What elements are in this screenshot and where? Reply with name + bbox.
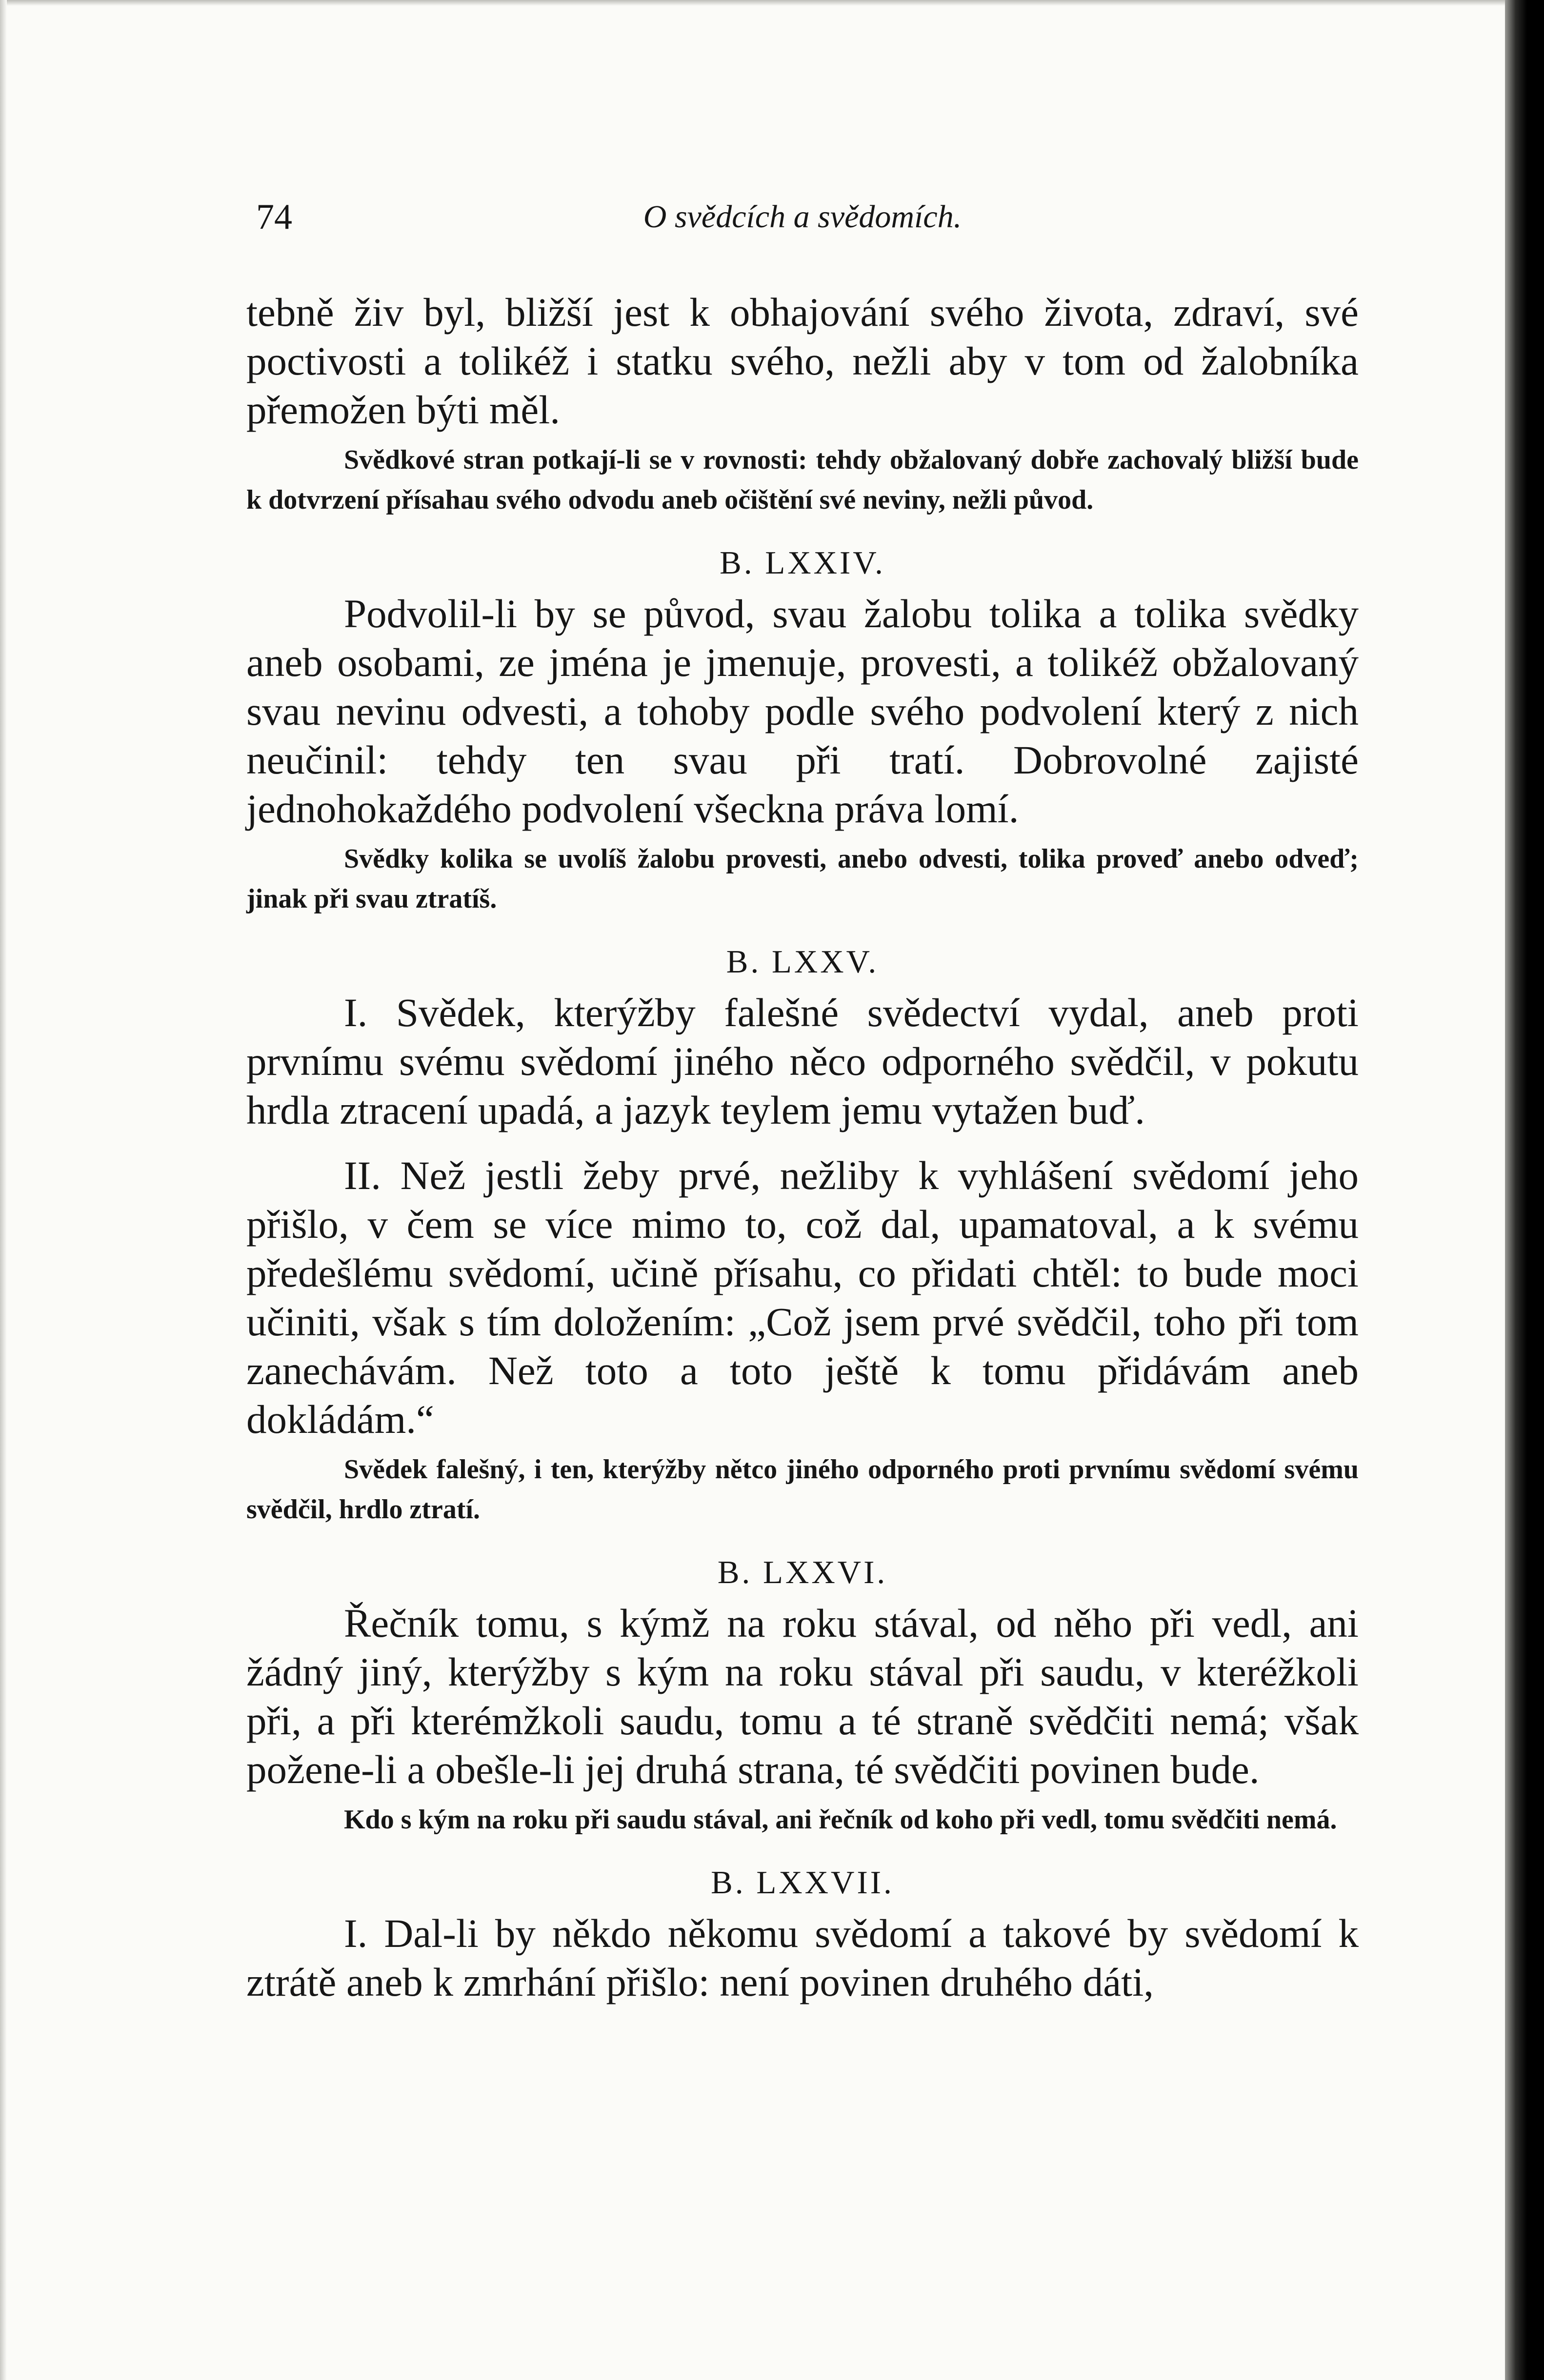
page-body (246, 288, 1359, 2006)
page-header (246, 195, 1359, 249)
paragraph: II. Než jestli žeby prvé, nežliby k vyhlášení svědomí jeho přišlo, v čem se více mimo to, což dal, upamatoval, a k svému předešlému svědomí, učině přísahu, co přidati chtěl: to bude moci učiniti, však s tím doložením: „Což jsem prvé svědčil, toho při tom zanechávám. Než toto a toto ještě k tomu přidávám aneb dokládám.“ (246, 1153, 1359, 1442)
page-top-edge-shadow (0, 0, 1507, 6)
page-left-edge-shadow (0, 0, 7, 2380)
section-heading: B. LXXV. (726, 944, 879, 980)
marginal-summary: Svědkové stran potkají-li se v rovnosti: tehdy obžalovaný dobře zachovalý bližší bude k dotvrzení přísahau svého odvodu aneb očištění své neviny, nežli původ. (246, 445, 1359, 515)
section-heading: B. LXXVII. (711, 1864, 894, 1901)
paragraph-continuation: tebně živ byl, bližší jest k obhajování svého života, zdraví, své poctivosti a tolikéž i statku svého, nežli aby v tom od žalobníka přemožen býti měl. (246, 290, 1359, 432)
paragraph: I. Dal-li by někdo někomu svědomí a takové by svědomí k ztrátě aneb k zmrhání přišlo: není povinen druhého dáti, (246, 1911, 1359, 2004)
marginal-summary: Svědky kolika se uvolíš žalobu provesti, anebo odvesti, tolika proveď anebo odveď; jinak při svau ztratíš. (246, 844, 1359, 914)
page-number: 74 (256, 197, 292, 237)
section-heading: B. LXXIV. (720, 545, 885, 581)
section-heading: B. LXXVI. (717, 1554, 888, 1590)
paragraph: Řečník tomu, s kýmž na roku stával, od něho při vedl, ani žádný jiný, kterýžby s kým na roku stával při saudu, v kteréžkoli při, a při kterémžkoli saudu, tomu a té straně svědčiti nemá; však požene-li a obešle-li jej druhá strana, té svědčiti povinen bude. (246, 1601, 1359, 1792)
marginal-summary: Kdo s kým na roku při saudu stával, ani řečník od koho při vedl, tomu svědčiti nemá. (344, 1805, 1337, 1835)
paragraph: Podvolil-li by se původ, svau žalobu tolika a tolika svědky aneb osobami, ze jména je jmenuje, provesti, a tolikéž obžalovaný svau nevinu odvesti, a tohoby podle svého podvolení který z nich neučinil: tehdy ten svau při tratí. Dobrovolné zajisté jednohokaždého podvolení všeckna práva lomí. (246, 591, 1359, 831)
book-binding-edge (1505, 0, 1544, 2380)
paragraph: I. Svědek, kterýžby falešné svědectví vydal, aneb proti prvnímu svému svědomí jiného něco odporného svědčil, v pokutu hrdla ztracení upadá, a jazyk teylem jemu vytažen buď. (246, 990, 1359, 1132)
marginal-summary: Svědek falešný, i ten, kterýžby nětco jiného odporného proti prvnímu svědomí svému svědčil, hrdlo ztratí. (246, 1454, 1359, 1525)
running-title: O svědcích a svědomích. (643, 199, 962, 235)
